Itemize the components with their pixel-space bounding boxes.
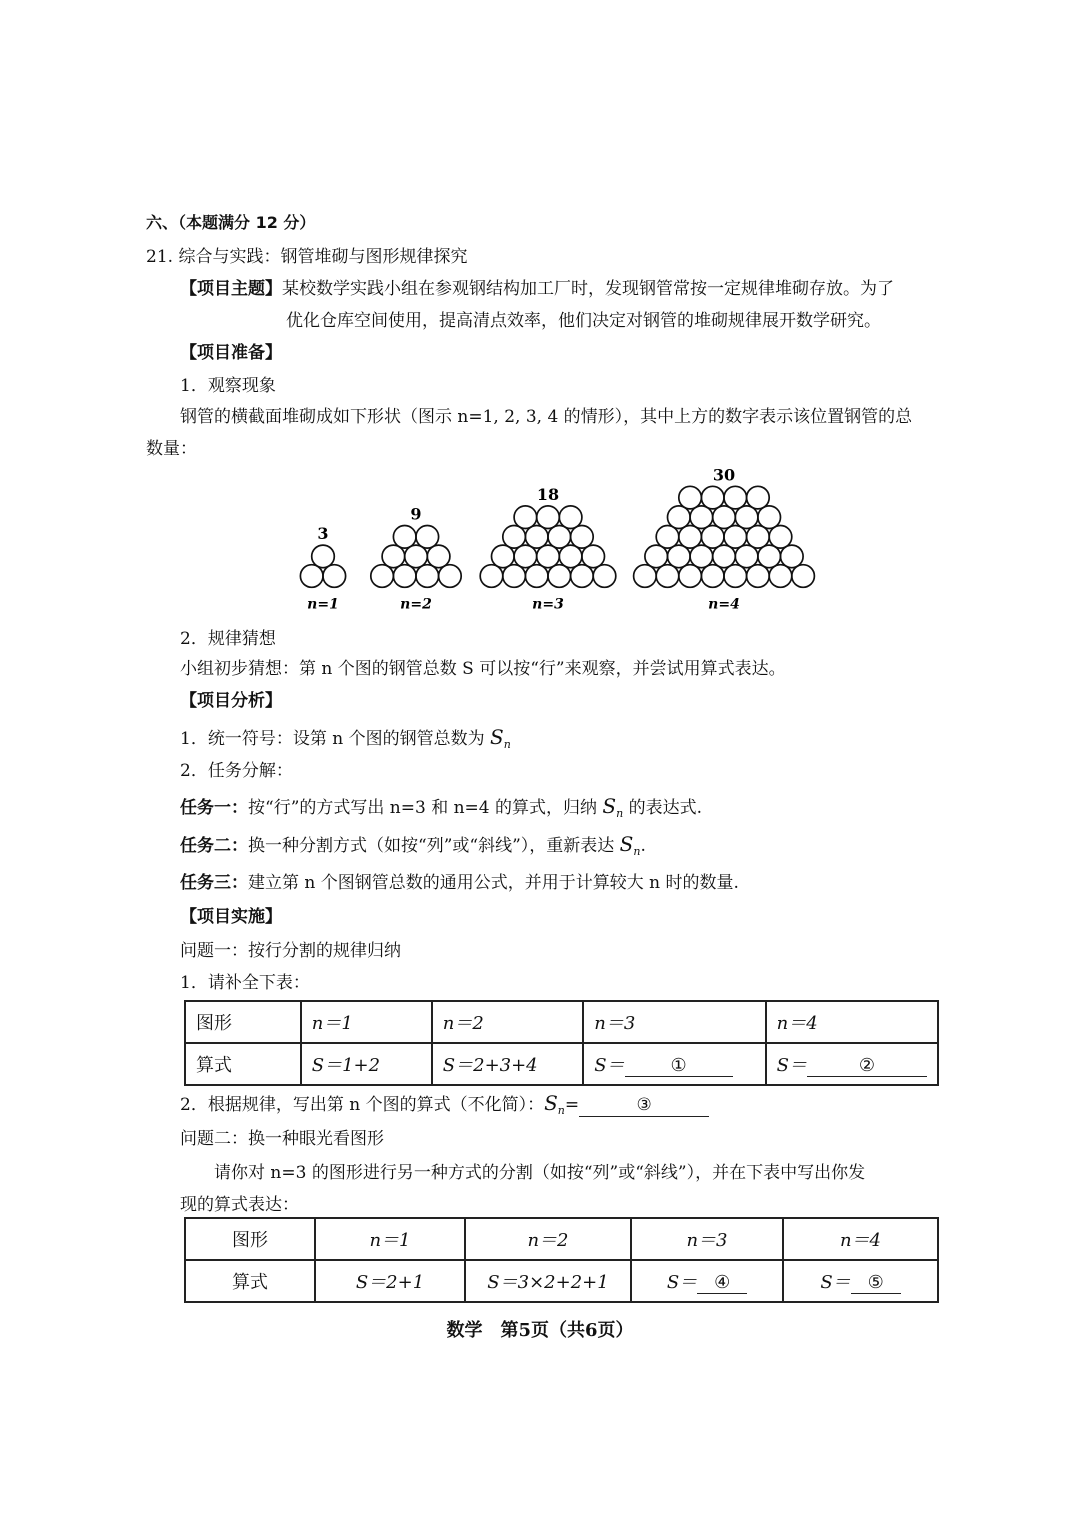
formula-prefix: S＝ xyxy=(776,1055,807,1076)
pipe-circle xyxy=(300,565,323,588)
pipe-circle xyxy=(525,565,548,588)
fill-table-instruction: 1．请补全下表： xyxy=(180,973,310,993)
pipe-circle xyxy=(758,506,781,529)
pipe-circle xyxy=(427,545,450,568)
pipe-circle xyxy=(701,526,724,549)
table-cell: n＝2 xyxy=(465,1218,631,1260)
pipe-circle xyxy=(525,526,548,549)
pipe-circle xyxy=(656,526,679,549)
pipe-circle xyxy=(382,545,405,568)
pipe-circle xyxy=(724,486,747,509)
pipe-circle xyxy=(593,565,616,588)
formula-prefix: S＝ xyxy=(666,1272,698,1293)
pipe-circle xyxy=(503,526,526,549)
pipe-circle xyxy=(571,565,594,588)
pipe-circle xyxy=(537,506,560,529)
unify-text: 1．统一符号：设第 n 个图的钢管总数为 xyxy=(180,729,490,749)
rule-text: 2．根据规律，写出第 n 个图的算式（不化简）： xyxy=(180,1095,545,1115)
table-cell: n＝4 xyxy=(783,1218,938,1260)
problem-2-line-1: 请你对 n=3 的图形进行另一种方式的分割（如按“列”或“斜线”），并在下表中写出你发 xyxy=(214,1163,866,1183)
table-cell: S＝1+2 xyxy=(301,1043,432,1085)
pipe-circle xyxy=(559,506,582,529)
table-row xyxy=(185,1043,938,1085)
table-cell: n＝1 xyxy=(315,1218,465,1260)
pipe-total-label: 30 xyxy=(712,465,736,485)
table-cell: 图形 xyxy=(185,1218,315,1260)
pipe-total-label: 9 xyxy=(410,504,422,524)
pipe-circle xyxy=(747,565,770,588)
pipe-circle xyxy=(679,526,702,549)
task-3 xyxy=(180,872,739,894)
s-subscript: n xyxy=(557,1104,565,1117)
problem-2-heading: 问题二：换一种眼光看图形 xyxy=(180,1129,384,1149)
observe-line-1: 钢管的横截面堆砌成如下形状（图示 n=1, 2, 3, 4 的情形），其中上方的数字表示该位置钢管的总 xyxy=(180,407,913,427)
pipe-circle xyxy=(747,486,770,509)
pipe-circle xyxy=(690,545,713,568)
pipe-circle xyxy=(781,545,804,568)
table-cell: n＝3 xyxy=(583,1001,765,1043)
pipe-circle xyxy=(724,565,747,588)
observe-line-2: 数量： xyxy=(146,439,197,459)
answer-cell-1 xyxy=(583,1043,765,1085)
pipe-circle xyxy=(645,545,668,568)
pipe-stack-1 xyxy=(300,524,345,612)
pipe-circle xyxy=(724,526,747,549)
pipe-circle xyxy=(492,545,515,568)
table-cell: 算式 xyxy=(185,1260,315,1302)
pipe-circle xyxy=(679,565,702,588)
pipe-circle xyxy=(690,506,713,529)
table-row xyxy=(185,1001,938,1043)
pipe-circle xyxy=(582,545,605,568)
guess-line: 小组初步猜想：第 n 个图的钢管总数 S 可以按“行”来观察，并尝试用算式表达。 xyxy=(180,659,786,679)
answer-blank-1[interactable]: ① xyxy=(625,1055,733,1077)
table-row xyxy=(185,1260,938,1302)
problem-1-heading: 问题一：按行分割的规律归纳 xyxy=(180,941,401,961)
unify-symbol-line xyxy=(180,726,511,756)
observe-heading: 1．观察现象 xyxy=(180,376,276,396)
pipe-circle xyxy=(514,545,537,568)
row-formula-table xyxy=(184,1000,939,1086)
stack-n-label: n=1 xyxy=(307,596,339,613)
table-cell: n＝3 xyxy=(631,1218,783,1260)
pipe-circle xyxy=(701,565,724,588)
pipe-circle xyxy=(656,565,679,588)
pipe-circle xyxy=(747,526,770,549)
task-2-label: 任务二： xyxy=(180,836,248,856)
task-1 xyxy=(180,795,702,825)
pipe-circle xyxy=(323,565,346,588)
table-cell: n＝1 xyxy=(301,1001,432,1043)
stack-n-label: n=2 xyxy=(400,596,432,613)
pipe-stack-2 xyxy=(371,505,461,613)
answer-cell-5 xyxy=(783,1260,938,1302)
pipe-circle xyxy=(548,565,571,588)
prep-label: 【项目准备】 xyxy=(180,343,282,363)
answer-blank-2[interactable]: ② xyxy=(807,1055,927,1077)
table-cell: S＝3×2+2+1 xyxy=(465,1260,631,1302)
s-symbol: S xyxy=(489,725,504,749)
task-1-text: 按“行”的方式写出 n=3 和 n=4 的算式，归纳 xyxy=(248,798,603,818)
stack-n-label: n=4 xyxy=(708,596,740,613)
pipe-circle xyxy=(559,545,582,568)
table-row xyxy=(185,1218,938,1260)
task-2-tail: . xyxy=(640,836,646,856)
pipe-total-label: 18 xyxy=(536,484,560,504)
pipe-circle xyxy=(537,545,560,568)
pipe-circle xyxy=(735,545,758,568)
theme-text-1: 某校数学实践小组在参观钢结构加工厂时，发现钢管常按一定规律堆砌存放。为了 xyxy=(282,279,894,299)
pipe-circle xyxy=(416,526,439,549)
rule-line xyxy=(180,1092,709,1122)
pipe-circle xyxy=(735,506,758,529)
pipe-circle xyxy=(393,565,416,588)
rule-eq: = xyxy=(564,1095,580,1115)
answer-blank-5[interactable]: ⑤ xyxy=(851,1272,901,1294)
task-2 xyxy=(180,833,646,863)
s-symbol: S xyxy=(619,832,634,856)
task-1-label: 任务一： xyxy=(180,798,248,818)
pipe-circle xyxy=(416,565,439,588)
theme-line-1 xyxy=(180,278,894,300)
alternate-formula-table xyxy=(184,1217,939,1303)
table-cell: 图形 xyxy=(185,1001,301,1043)
task-2-text: 换一种分割方式（如按“列”或“斜线”），重新表达 xyxy=(248,836,620,856)
pipe-circle xyxy=(371,565,394,588)
question-title xyxy=(146,246,467,268)
answer-cell-4 xyxy=(631,1260,783,1302)
pipe-circle xyxy=(571,526,594,549)
analysis-label: 【项目分析】 xyxy=(180,691,282,711)
pipe-circle xyxy=(439,565,462,588)
s-symbol: S xyxy=(544,1091,558,1115)
pipe-circle xyxy=(792,565,815,588)
table-cell: n＝2 xyxy=(432,1001,583,1043)
s-subscript: n xyxy=(503,738,511,751)
pipe-circle xyxy=(758,545,781,568)
table-cell: 算式 xyxy=(185,1043,301,1085)
pipe-circle xyxy=(679,486,702,509)
formula-prefix: S＝ xyxy=(820,1272,851,1293)
table-cell: S＝2+1 xyxy=(315,1260,465,1302)
pipe-circle xyxy=(634,565,657,588)
answer-blank-4[interactable]: ④ xyxy=(697,1272,747,1294)
s-subscript: n xyxy=(633,845,641,858)
pipe-stack-figure xyxy=(290,462,830,622)
pipe-circle xyxy=(503,565,526,588)
pipe-circle xyxy=(514,506,537,529)
table-cell: n＝4 xyxy=(766,1001,938,1043)
section-heading: 六、（本题满分 12 分） xyxy=(146,213,316,232)
pipe-stack-4 xyxy=(634,465,815,612)
guess-heading: 2．规律猜想 xyxy=(180,629,276,649)
pipe-stack-3 xyxy=(480,485,616,612)
pipe-circle xyxy=(393,526,416,549)
pipe-circle xyxy=(405,545,428,568)
s-symbol: S xyxy=(602,794,617,818)
table-cell: S＝2+3+4 xyxy=(432,1043,583,1085)
decompose-heading: 2．任务分解： xyxy=(180,761,293,781)
pipe-circle xyxy=(312,545,335,568)
answer-cell-2 xyxy=(766,1043,938,1085)
pipe-circle xyxy=(668,506,691,529)
pipe-circle xyxy=(701,486,724,509)
pipe-circle xyxy=(480,565,503,588)
question-number: 21. xyxy=(146,247,174,267)
pipe-circle xyxy=(668,545,691,568)
task-1-tail: 的表达式. xyxy=(623,798,703,818)
problem-2-line-2: 现的算式表达： xyxy=(180,1195,299,1215)
theme-label: 【项目主题】 xyxy=(180,279,282,299)
answer-blank-3[interactable]: ③ xyxy=(579,1094,709,1117)
pipe-circle xyxy=(769,526,792,549)
pipe-total-label: 3 xyxy=(317,524,329,544)
implement-label: 【项目实施】 xyxy=(180,907,282,927)
pipe-circle xyxy=(548,526,571,549)
question-title-text: 综合与实践：钢管堆砌与图形规律探究 xyxy=(178,247,468,267)
task-3-label: 任务三： xyxy=(180,873,248,893)
pipe-circle xyxy=(713,506,736,529)
formula-prefix: S＝ xyxy=(594,1055,625,1076)
s-subscript: n xyxy=(616,807,624,820)
task-3-text: 建立第 n 个图钢管总数的通用公式，并用于计算较大 n 时的数量. xyxy=(248,873,739,893)
pipe-circle xyxy=(769,565,792,588)
theme-line-2: 优化仓库空间使用，提高清点效率，他们决定对钢管的堆砌规律展开数学研究。 xyxy=(286,311,881,331)
stack-n-label: n=3 xyxy=(532,596,564,613)
pipe-circle xyxy=(713,545,736,568)
page-footer: 数学 第5页（共6页） xyxy=(446,1320,634,1341)
